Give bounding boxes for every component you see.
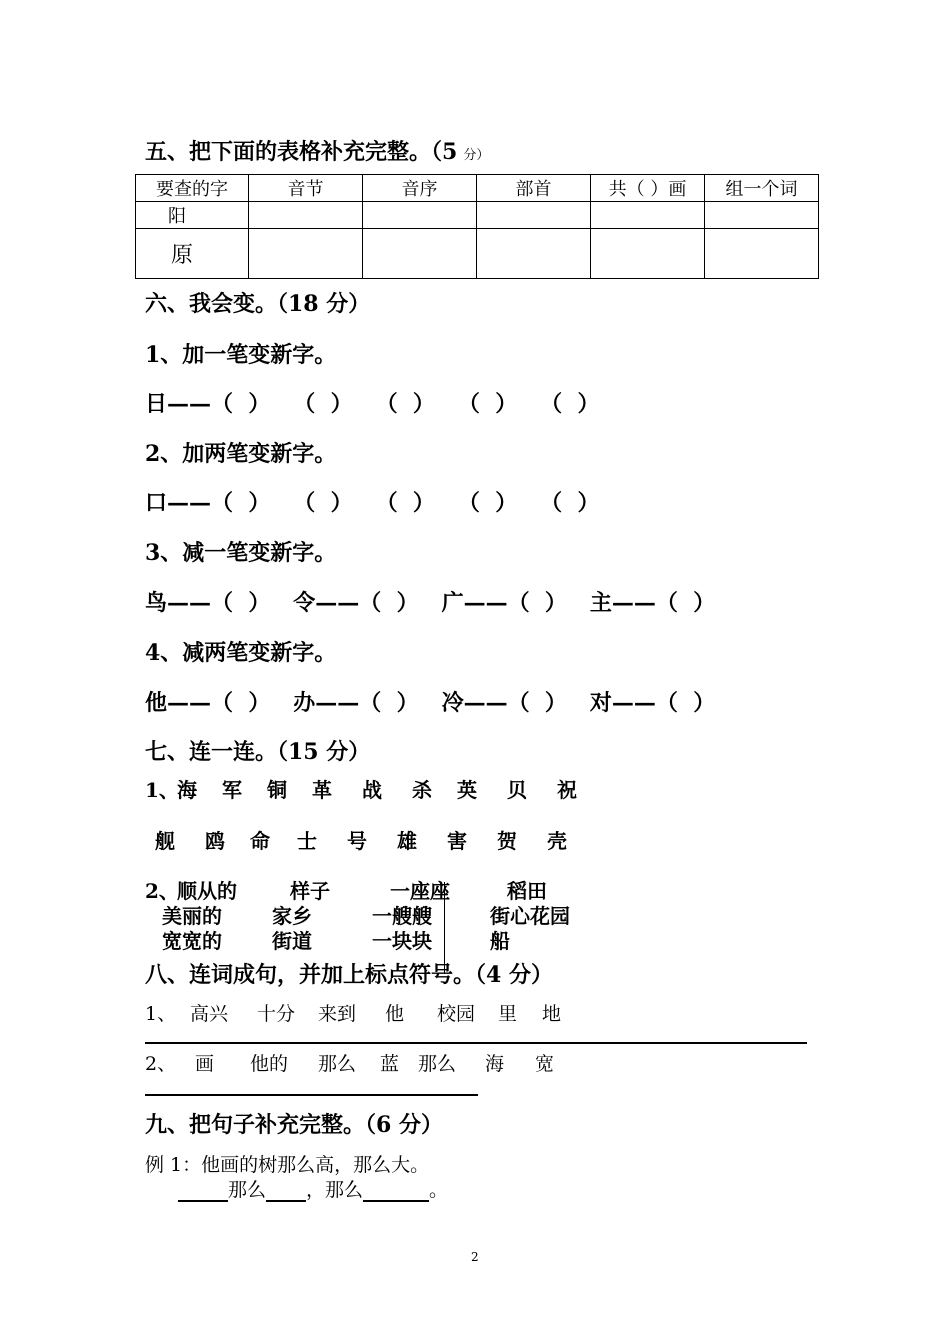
match-word[interactable]: 军 <box>222 778 242 802</box>
section-8-title: 八、连词成句，并加上标点符号。（4 分） <box>145 962 553 988</box>
table-header-cell: 部首 <box>477 175 591 202</box>
match-word[interactable]: 杀 <box>412 778 432 802</box>
table-cell: 阳 <box>136 202 249 229</box>
fill-blank[interactable] <box>178 1178 228 1202</box>
q6-1-title: 1、加一笔变新字。 <box>145 342 337 368</box>
match-phrase[interactable]: 一艘艘 <box>372 904 432 928</box>
sentence-word: 地 <box>542 1003 562 1025</box>
table-header-cell: 音序 <box>363 175 477 202</box>
match-phrase[interactable]: 样子 <box>290 879 330 903</box>
match-phrase[interactable]: 街心花园 <box>490 904 570 928</box>
info-table <box>135 174 819 279</box>
answer-line[interactable] <box>145 1042 807 1044</box>
sentence-word: 里 <box>498 1003 518 1025</box>
answer-line[interactable] <box>145 1094 478 1096</box>
match-word[interactable]: 海 <box>177 778 197 802</box>
table-cell[interactable] <box>477 202 591 229</box>
section-6-title: 六、我会变。（18 分） <box>145 291 371 317</box>
fill-sentence <box>178 1175 448 1202</box>
sentence-word: 十分 <box>257 1003 296 1025</box>
match-word[interactable]: 贺 <box>497 829 517 853</box>
table-header-cell: 组一个词 <box>705 175 819 202</box>
table-cell[interactable] <box>705 229 819 279</box>
fill-text: 那么 <box>228 1179 267 1201</box>
section-5-score-unit: 分 <box>463 148 477 163</box>
fill-text: 。 <box>429 1179 449 1201</box>
table-header-cell: 要查的字 <box>136 175 249 202</box>
match-word[interactable]: 革 <box>312 778 332 802</box>
match-word[interactable]: 祝 <box>557 778 577 802</box>
match-phrase[interactable]: 一座座 <box>390 879 450 903</box>
table-cell[interactable] <box>477 229 591 279</box>
match-phrase[interactable]: 美丽的 <box>162 904 222 928</box>
q6-2-line: 口——（ ） （ ） （ ） （ ） （ ） <box>145 490 600 516</box>
match-phrase[interactable]: 船 <box>490 929 510 953</box>
q6-4-line: 他——（ ） 办——（ ） 冷——（ ） 对——（ ） <box>145 690 716 716</box>
sentence-word: 那么 <box>318 1053 357 1075</box>
match-word[interactable]: 害 <box>447 829 467 853</box>
table-header-cell: 共（ ）画 <box>591 175 705 202</box>
match-word[interactable]: 士 <box>297 829 317 853</box>
match-word[interactable]: 鸥 <box>205 829 225 853</box>
match-word[interactable]: 战 <box>362 778 382 802</box>
fill-blank[interactable] <box>363 1178 429 1202</box>
match-word[interactable]: 铜 <box>267 778 287 802</box>
match-word[interactable]: 贝 <box>507 778 527 802</box>
match-word[interactable]: 雄 <box>397 829 417 853</box>
example-sentence: 例 1：他画的树那么高，那么大。 <box>145 1154 430 1176</box>
q7-2-label: 2、 <box>145 879 179 903</box>
sentence-word: 他 <box>385 1003 405 1025</box>
table-cell[interactable] <box>591 229 705 279</box>
q8-2-label: 2、 <box>145 1053 177 1075</box>
match-phrase[interactable]: 顺从的 <box>177 879 237 903</box>
q6-3-title: 3、减一笔变新字。 <box>145 540 337 566</box>
section-5-score-num: 5 <box>442 139 458 165</box>
match-word[interactable]: 命 <box>250 829 270 853</box>
fill-blank[interactable] <box>266 1178 306 1202</box>
match-word[interactable]: 号 <box>347 829 367 853</box>
section-5-title-text: 五、把下面的表格补充完整。（ <box>145 139 443 165</box>
section-7-title: 七、连一连。（15 分） <box>145 739 371 765</box>
table-row <box>136 202 819 229</box>
table-header-cell: 音节 <box>249 175 363 202</box>
section-5-title <box>145 135 489 166</box>
section-5-paren-close: ） <box>476 148 490 163</box>
table-cell[interactable] <box>363 202 477 229</box>
match-word[interactable]: 壳 <box>547 829 567 853</box>
match-phrase[interactable]: 街道 <box>272 929 312 953</box>
match-word[interactable]: 舰 <box>155 829 175 853</box>
table-cell[interactable] <box>249 229 363 279</box>
sentence-word: 高兴 <box>190 1003 229 1025</box>
sentence-word: 海 <box>485 1053 505 1075</box>
sentence-word: 来到 <box>318 1003 357 1025</box>
fill-text: ，那么 <box>306 1179 364 1201</box>
match-word[interactable]: 英 <box>457 778 477 802</box>
sentence-word: 画 <box>195 1053 215 1075</box>
sentence-word: 宽 <box>535 1053 555 1075</box>
table-header-row <box>136 175 819 202</box>
sentence-word: 那么 <box>418 1053 457 1075</box>
q6-1-line: 日——（ ） （ ） （ ） （ ） （ ） <box>145 391 600 417</box>
table-row <box>136 229 819 279</box>
sentence-word: 蓝 <box>380 1053 400 1075</box>
table-cell[interactable] <box>249 202 363 229</box>
match-phrase[interactable]: 稻田 <box>507 879 547 903</box>
page-number: 2 <box>471 1250 479 1264</box>
sentence-word: 校园 <box>437 1003 476 1025</box>
table-cell: 原 <box>136 229 249 279</box>
match-phrase[interactable]: 宽宽的 <box>162 929 222 953</box>
table-cell[interactable] <box>591 202 705 229</box>
section-9-title: 九、把句子补充完整。（6 分） <box>145 1112 443 1138</box>
match-phrase[interactable]: 家乡 <box>272 904 312 928</box>
q8-1-label: 1、 <box>145 1003 177 1025</box>
table-cell[interactable] <box>705 202 819 229</box>
match-phrase[interactable]: 一块块 <box>372 929 432 953</box>
q6-3-line: 鸟——（ ） 令——（ ） 广——（ ） 主——（ ） <box>145 590 716 616</box>
sentence-word: 他的 <box>250 1053 289 1075</box>
q6-2-title: 2、加两笔变新字。 <box>145 441 337 467</box>
q7-1-label: 1、 <box>145 778 179 802</box>
table-cell[interactable] <box>363 229 477 279</box>
q6-4-title: 4、减两笔变新字。 <box>145 640 337 666</box>
